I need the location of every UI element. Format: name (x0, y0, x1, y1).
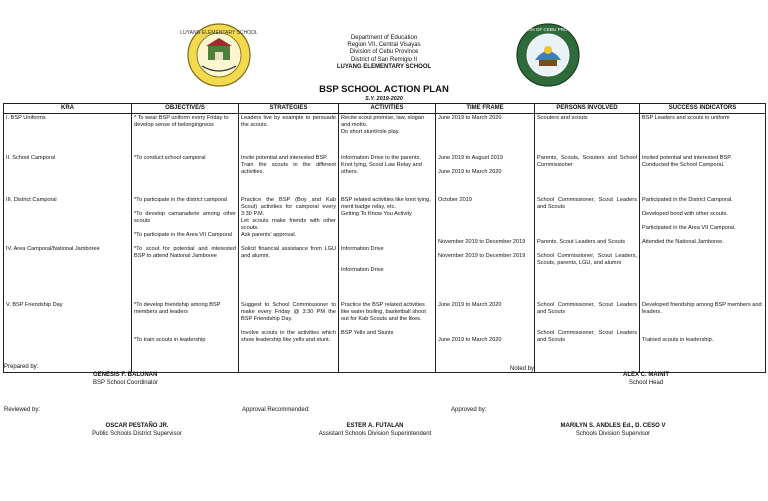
recommended-name: ESTER A. FUTALAN (346, 423, 404, 429)
time-frame-cell: June 2019 to March 2020 June 2019 to March 2020 (436, 301, 535, 373)
time-frame-cell: June 2019 to August 2019 June 2019 to March 2020 (436, 154, 535, 196)
noted-by-name: ALEX C. MAINIT (623, 372, 669, 378)
col-activities: ACTIVITIES (339, 104, 436, 114)
objectives-cell: * To wear BSP uniform every Friday to develop sense of belongingness (132, 114, 239, 154)
approved-by-label: Approved by: (451, 407, 487, 413)
reviewed-by-label: Reviewed by: (4, 407, 41, 413)
kra-cell: II. School Camporal (4, 154, 132, 196)
strategies-cell: Leaders live by example to persuade the scouts. (239, 114, 339, 154)
svg-text:LUYANG ELEMENTARY SCHOOL: LUYANG ELEMENTARY SCHOOL (180, 30, 258, 36)
time-frame-cell: October 2019 November 2019 to December 2019 November 2019 to December 2019 (436, 196, 535, 301)
activities-cell: Practice the BSP related activities like water boiling, basketball shoot out for Kab Scouts and the likes. BSP Yells and Stunts (339, 301, 436, 373)
col-objectives: OBJECTIVE/S (132, 104, 239, 114)
approved-by-title: Schools Division Supervisor (575, 430, 651, 437)
col-persons-involved: PERSONS INVOLVED (535, 104, 640, 114)
strategies-cell: Practice the BSP (Boy and Kab Scout) activities for camporal every 3:30 P.M. Let scouts make friends with other scouts. Ask parents' approval. Solicit financial assistance from LGU and alumni. (239, 196, 339, 301)
prepared-by-name: GENESIS F. BALUNAN (93, 372, 158, 378)
col-strategies: STRATEGIES (239, 104, 339, 114)
indicators-cell: Developed friendship among BSP members and leaders. Trained scouts in leadership. (640, 301, 766, 373)
prepared-by-block (93, 372, 158, 387)
kra-cell: I. BSP Uniforms (4, 114, 132, 154)
strategies-cell: Invite potential and interested BSP. Train the scouts in the different activities. (239, 154, 339, 196)
prepared-by-label: Prepared by: (4, 364, 39, 370)
school-name: LUYANG ELEMENTARY SCHOOL (336, 63, 432, 70)
noted-by-block (606, 372, 686, 387)
approval-recommended-label: Approval Recommended: (242, 407, 310, 413)
time-frame-cell: June 2019 to March 2020 (436, 114, 535, 154)
prepared-by-title: BSP School Coordinator (93, 379, 158, 386)
action-plan-table (3, 103, 766, 373)
persons-cell: Parents, Scouts, Scouters and School Commissioner (535, 154, 640, 196)
persons-cell: School Commissioner, Scout Leaders and Scouts Parents, Scout Leaders and Scouts School Commissioner, Scout Leaders, Scouts, parents, LGU, and alumni (535, 196, 640, 301)
table-header-row (4, 104, 766, 114)
table-row (4, 196, 766, 301)
table-row (4, 114, 766, 154)
noted-by-title: School Head (628, 379, 664, 386)
kra-cell: III. District Camporal IV. Area Camporal/National Jamboree (4, 196, 132, 301)
page-title: BSP SCHOOL ACTION PLAN (319, 84, 449, 95)
reviewed-by-block (62, 423, 212, 438)
noted-by-label: Noted by: (510, 366, 536, 372)
indicators-cell: Participated in the District Camporal. Developed bond with other scouts. Participated in the Area VII Camporal. Attended the National Jamboree. (640, 196, 766, 301)
kra-cell: V. BSP Friendship Day (4, 301, 132, 373)
approved-by-name: MARILYN S. ANDLES Ed., D. CESO V (560, 423, 666, 429)
col-kra: KRA (4, 104, 132, 114)
activities-cell: Information Drive to the parents. Knot tying, Scout Law Relay and others. (339, 154, 436, 196)
table-row (4, 154, 766, 196)
objectives-cell: *To develop friendship among BSP members and leaders *To train scouts in leadership (132, 301, 239, 373)
letterhead (0, 35, 768, 71)
objectives-cell: *To participate in the district camporal *To develop camaraderie among other scouts *To participate in the Area VII Camporal *To scout for potential and interested BSP to attend National Jamboree (132, 196, 239, 301)
header-line-1: Department of Education (350, 35, 418, 41)
reviewed-by-title: Public Schools District Supervisor (92, 430, 182, 437)
strategies-cell: Suggest to School Commissioner to make every Friday @ 3:30 PM the BSP Friendship Day. Involve scouts in the activities which show leadership like yells and stunt. (239, 301, 339, 373)
persons-cell: Scouters and scouts (535, 114, 640, 154)
activities-cell: Recite scout promise, law, slogan and motto. Do short stunt/role play. (339, 114, 436, 154)
persons-cell: School Commissioner, Scout Leaders and Scouts School Commissioner, Scout Leaders and Scouts (535, 301, 640, 373)
header-line-2: Region VII, Central Visayas (347, 42, 421, 49)
header-line-3: Division of Cebu Province (349, 49, 419, 56)
approved-by-block (528, 423, 698, 438)
recommended-block (290, 423, 460, 438)
header-line-4: District of San Remigio II (350, 56, 418, 63)
indicators-cell: BSP Leaders and scouts in uniform (640, 114, 766, 154)
col-success-indicators: SUCCESS INDICATORS (640, 104, 766, 114)
indicators-cell: Invited potential and interested BSP. Conducted the School Camporal. (640, 154, 766, 196)
activities-cell: BSP related activities like knot tying, merit badge relay, etc. Getting To Know You Activity Information Drive Information Drive (339, 196, 436, 301)
table-row (4, 301, 766, 373)
col-time-frame: TIME FRAME (436, 104, 535, 114)
svg-text:DIVISION OF CEBU PROVINCE: DIVISION OF CEBU PROVINCE (514, 27, 582, 32)
recommended-title: Assistant Schools Division Superintendent (318, 430, 432, 437)
school-year: S.Y. 2019-2020 (365, 96, 403, 102)
objectives-cell: *To conduct school camporal (132, 154, 239, 196)
reviewed-by-name: OSCAR PESTAÑO JR. (105, 423, 169, 429)
